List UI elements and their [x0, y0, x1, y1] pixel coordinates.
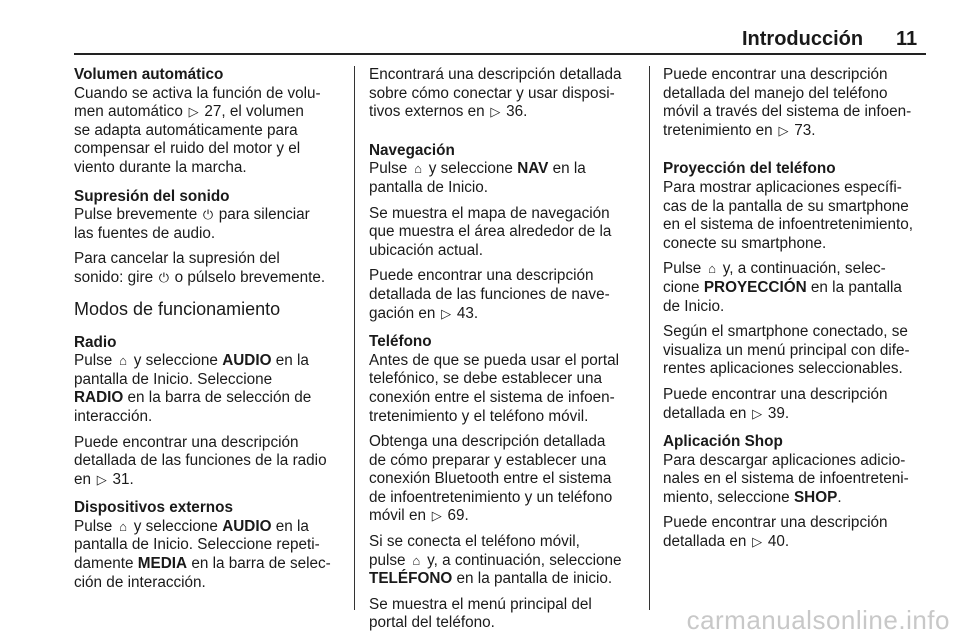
section-dispositivos-externos	[74, 499, 344, 592]
paragraph: Para cancelar la supresión del sonido: gire ⏻ o púlselo brevemente.	[74, 250, 326, 286]
page-reference-arrow-icon: ▷	[752, 405, 763, 421]
heading-dispositivos-externos: Dispositivos externos	[74, 499, 233, 517]
paragraph: Se muestra el menú principal del portal del teléfono.	[369, 595, 592, 632]
home-icon: ⌂	[412, 552, 421, 568]
power-knob-icon: ⏻	[158, 269, 169, 285]
paragraph: Puede encontrar una descripción detallada de las funciones de la radio en ▷ 31.	[74, 433, 327, 488]
paragraph: Según el smartphone conectado, se visualiza un menú principal con dife- rentes aplicaciones seleccionables.	[663, 323, 910, 378]
section-proyeccion-telefono	[663, 160, 933, 423]
home-icon: ⌂	[119, 518, 127, 534]
page-reference-arrow-icon: ▷	[431, 508, 442, 524]
section-telefono	[369, 333, 639, 633]
paragraph: Se muestra el mapa de navegación que muestra el área alrededor de la ubicación actual.	[369, 204, 612, 259]
paragraph: Pulse brevemente ⏻ para silenciar las fuentes de audio.	[74, 206, 310, 242]
page-reference-arrow-icon: ▷	[188, 104, 199, 120]
home-icon: ⌂	[414, 161, 422, 177]
paragraph: Pulse ⌂ y seleccione AUDIO en la pantalla de Inicio. Seleccione repeti- damente MEDIA en la barra de selec- ción de interacción.	[74, 517, 331, 591]
section-dispositivos-externos-cont	[369, 66, 639, 122]
column-2	[369, 66, 639, 643]
section-telefono-cont	[663, 66, 933, 140]
paragraph: Para descargar aplicaciones adicio- nales en el sistema de infoentreteni- miento, seleccione SHOP.	[663, 451, 909, 506]
paragraph: Puede encontrar una descripción detallada en ▷ 39.	[663, 385, 888, 422]
page-number: 11	[896, 28, 918, 50]
paragraph: Cuando se activa la función de volu- men automático ▷ 27, el volumen se adapta automáticamente para compensar el ruido del motor y el viento durante la marcha.	[74, 84, 321, 176]
paragraph: Obtenga una descripción detallada de cómo preparar y establecer una conexión Bluetooth entre el sistema de infoentretenimiento y un teléfono móvil en ▷ 69.	[369, 433, 613, 525]
page-reference-arrow-icon: ▷	[752, 534, 763, 550]
paragraph: Antes de que se pueda usar el portal telefónico, se debe establecer una conexión entre el sistema de infoen- tretenimiento y el teléfono móvil.	[369, 351, 620, 425]
page-reference-arrow-icon: ▷	[778, 122, 789, 138]
column-3	[663, 66, 933, 562]
column-1	[74, 66, 344, 602]
heading-proyeccion-telefono: Proyección del teléfono	[663, 160, 836, 178]
heading-telefono: Teléfono	[369, 333, 432, 351]
section-radio	[74, 334, 344, 490]
paragraph: Puede encontrar una descripción detallada del manejo del teléfono móvil a través del sistema de infoen- tretenimiento en ▷ 73.	[663, 66, 912, 139]
section-aplicacion-shop	[663, 433, 933, 552]
header-rule	[74, 53, 926, 55]
paragraph: Pulse ⌂ y seleccione NAV en la pantalla de Inicio.	[369, 160, 586, 196]
heading-radio: Radio	[74, 333, 117, 351]
page-reference-arrow-icon: ▷	[490, 104, 501, 120]
heading-aplicacion-shop: Aplicación Shop	[663, 433, 783, 451]
home-icon: ⌂	[708, 261, 716, 277]
page-reference-arrow-icon: ▷	[441, 305, 452, 321]
paragraph: Si se conecta el teléfono móvil, pulse ⌂ y, a continuación, seleccione TELÉFONO en la pantalla de inicio.	[369, 533, 622, 588]
section-supresion-sonido	[74, 188, 344, 288]
column-divider	[354, 66, 355, 610]
paragraph: Para mostrar aplicaciones específi- cas de la pantalla de su smartphone en el sistema de infoentretenimiento, conecte su smartphone.	[663, 178, 913, 252]
paragraph: Pulse ⌂ y seleccione AUDIO en la pantalla de Inicio. Seleccione RADIO en la barra de selección de interacción.	[74, 352, 312, 425]
home-icon: ⌂	[119, 353, 127, 369]
column-divider	[649, 66, 650, 610]
paragraph: Puede encontrar una descripción detallada de las funciones de nave- gación en ▷ 43.	[369, 267, 610, 322]
section-volumen-automatico	[74, 66, 344, 178]
page-header	[0, 22, 960, 56]
paragraph: Encontrará una descripción detallada sobre cómo conectar y usar disposi- tivos externos en ▷ 36.	[369, 66, 622, 121]
section-navegacion	[369, 142, 639, 323]
power-knob-icon: ⏻	[202, 207, 214, 223]
heading-supresion-sonido: Supresión del sonido	[74, 187, 230, 205]
section-title-modos: Modos de funcionamiento	[74, 298, 281, 319]
heading-navegacion: Navegación	[369, 141, 455, 159]
page-reference-arrow-icon: ▷	[96, 471, 107, 487]
page-title: Introducción	[742, 28, 864, 50]
heading-volumen-automatico: Volumen automático	[74, 66, 224, 83]
paragraph: Puede encontrar una descripción detallada en ▷ 40.	[663, 514, 888, 551]
watermark: carmanualsonline.info	[686, 605, 950, 635]
paragraph: Pulse ⌂ y, a continuación, selec- cione PROYECCIÓN en la pantalla de Inicio.	[663, 260, 902, 315]
